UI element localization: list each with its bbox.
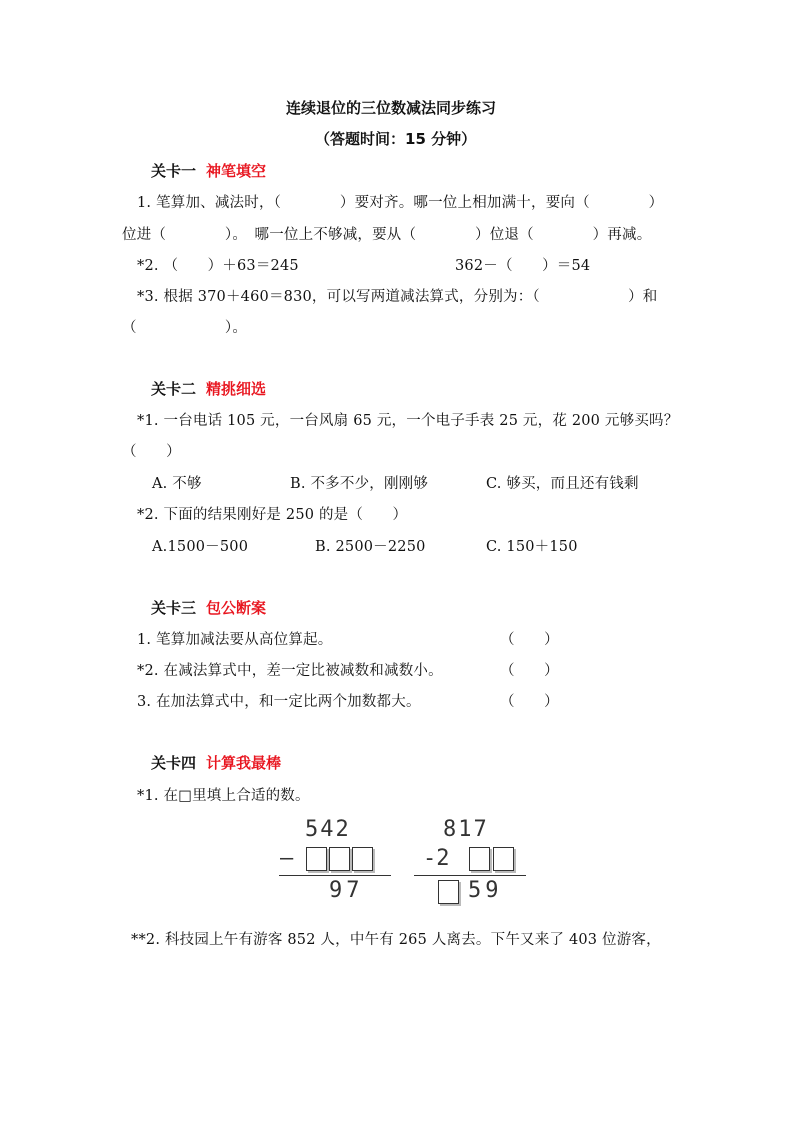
s4-q2: **2. 科技园上午有游客 852 人，中午有 265 人离去。下午又来了 403 位游客， — [131, 932, 661, 948]
s3-item-2: *2. 在减法算式中，差一定比被减数和减数小。 — [137, 663, 443, 679]
section-1-name: 神笔填空 — [206, 162, 267, 180]
s2-q1-option-c: C. 够买，而且还有钱剩 — [486, 476, 639, 492]
s3-item-1: 1. 笔算加减法要从高位算起。 — [137, 632, 333, 648]
s3-item-3-paren: （ ） — [500, 694, 559, 710]
puzzle-1-blank-hundreds[interactable] — [306, 847, 327, 871]
puzzle-1-minus: — — [280, 846, 294, 871]
section-2-heading — [151, 378, 266, 399]
puzzle-2-blank-tens[interactable] — [469, 847, 490, 871]
section-2-label: 关卡二 — [151, 380, 197, 398]
section-3-heading — [151, 597, 266, 618]
s1-q3-line2: （ ）。 — [122, 320, 248, 336]
puzzle-1-blank-tens[interactable] — [329, 847, 350, 871]
s2-q1-option-b: B. 不多不少，刚刚够 — [290, 476, 429, 492]
s3-item-1-paren: （ ） — [500, 632, 559, 648]
section-2-name: 精挑细选 — [206, 380, 267, 398]
puzzle-1-bottom: 97 — [329, 878, 364, 903]
s2-q1-option-a: A. 不够 — [152, 476, 202, 492]
s2-q1: *1. 一台电话 105 元，一台风扇 65 元，一个电子手表 25 元，花 200 元够买吗？ — [137, 413, 679, 429]
s1-q1-line2: 位进（ ）。 哪一位上不够减，要从（ ）位退（ ）再减。 — [122, 227, 652, 243]
s2-q1-paren: （ ） — [122, 444, 181, 460]
s2-q2-option-a: A.1500－500 — [152, 539, 249, 555]
section-1-heading — [151, 160, 266, 181]
section-4-name: 计算我最棒 — [206, 754, 282, 772]
puzzle-2-rule — [414, 875, 526, 876]
s3-item-2-paren: （ ） — [500, 663, 559, 679]
s1-q2-left: *2. （ ）＋63＝245 — [137, 258, 299, 274]
section-3-name: 包公断案 — [206, 599, 267, 617]
section-4-label: 关卡四 — [151, 754, 197, 772]
puzzle-1-top: 542 — [305, 817, 351, 842]
puzzle-2-blank-hundreds[interactable] — [438, 880, 459, 904]
page-subtitle: （答题时间：15 分钟） — [315, 130, 477, 148]
s1-q2-right: 362－（ ）＝54 — [455, 258, 591, 274]
puzzle-2-bottom: 59 — [468, 878, 503, 903]
puzzle-2-top: 817 — [443, 817, 489, 842]
puzzle-1-rule — [279, 875, 391, 876]
s2-q2: *2. 下面的结果刚好是 250 的是（ ） — [137, 507, 408, 523]
s2-q2-option-b: B. 2500－2250 — [315, 539, 426, 555]
s3-item-3: 3. 在加法算式中，和一定比两个加数都大。 — [137, 694, 421, 710]
section-3-label: 关卡三 — [151, 599, 197, 617]
puzzle-2-minus-two: -2 — [423, 846, 450, 871]
s1-q1-line1: 1. 笔算加、减法时，（ ）要对齐。哪一位上相加满十，要向（ ） — [137, 195, 664, 211]
s4-q1: *1. 在□里填上合适的数。 — [137, 788, 310, 804]
section-1-label: 关卡一 — [151, 162, 197, 180]
puzzle-1-blank-ones[interactable] — [352, 847, 373, 871]
page-title: 连续退位的三位数减法同步练习 — [286, 99, 497, 117]
section-4-heading — [151, 752, 281, 773]
puzzle-2-blank-ones[interactable] — [493, 847, 514, 871]
s1-q3-line1: *3. 根据 370＋460＝830，可以写两道减法算式，分别为：（ ）和 — [137, 289, 658, 305]
s2-q2-option-c: C. 150＋150 — [486, 539, 578, 555]
